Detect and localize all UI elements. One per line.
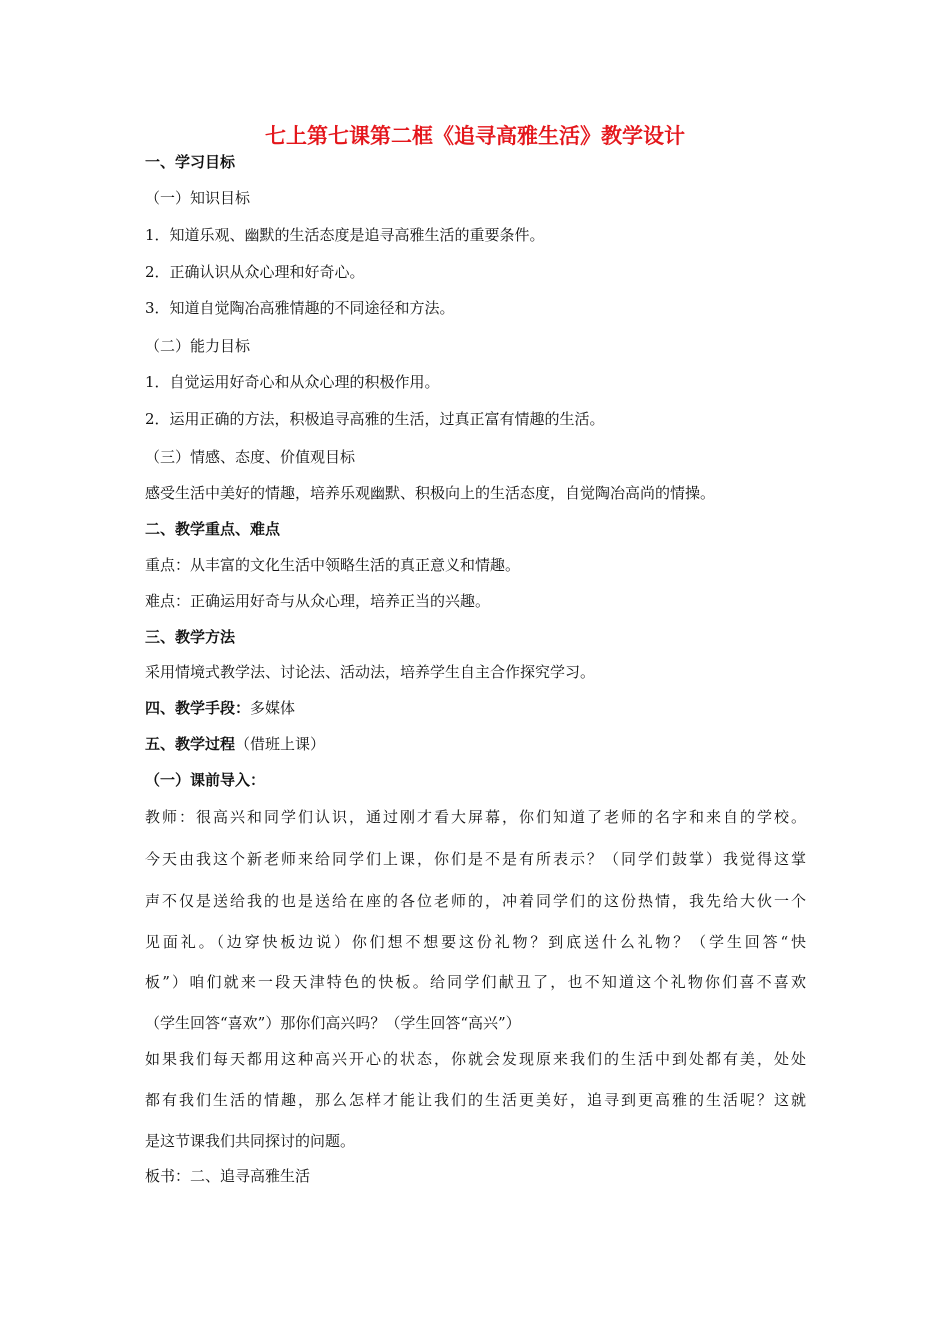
- subheading-knowledge: （一）知识目标: [145, 189, 251, 207]
- paragraph-line: 是这节课我们共同探讨的问题。: [145, 1132, 356, 1150]
- paragraph-line: 板”）咱们就来一段天津特色的快板。给同学们献丑了，也不知道这个礼物你们喜不喜欢: [145, 973, 806, 991]
- board-writing: 板书：二、追寻高雅生活: [145, 1167, 311, 1185]
- paragraph-line: 见面礼。（边穿快板边说）你们想不想要这份礼物？到底送什么礼物？（学生回答“快: [145, 933, 806, 951]
- ability-item-1: 1．自觉运用好奇心和从众心理的积极作用。: [145, 373, 440, 391]
- knowledge-item-1: 1．知道乐观、幽默的生活态度是追寻高雅生活的重要条件。: [145, 226, 545, 244]
- paragraph-line: 教师：很高兴和同学们认识，通过刚才看大屏幕，你们知道了老师的名字和来自的学校。: [145, 808, 806, 826]
- paragraph-line: （学生回答“喜欢”）那你们高兴吗？（学生回答“高兴”）: [145, 1014, 521, 1032]
- key-point: 重点：从丰富的文化生活中领略生活的真正意义和情趣。: [145, 556, 521, 574]
- process-note: （借班上课）: [235, 735, 326, 753]
- paragraph-line: 声不仅是送给我的也是送给在座的各位老师的，冲着同学们的这份热情，我先给大伙一个: [145, 892, 806, 910]
- means-value: 多媒体: [250, 699, 296, 717]
- section-means: [145, 697, 295, 719]
- section-process: [145, 733, 325, 755]
- paragraph-line: 今天由我这个新老师来给同学们上课，你们是不是有所表示？（同学们鼓掌）我觉得这掌: [145, 850, 806, 868]
- section-heading-process: 五、教学过程: [145, 735, 236, 753]
- subheading-emotion: （三）情感、态度、价值观目标: [145, 448, 356, 466]
- subheading-ability: （二）能力目标: [145, 337, 251, 355]
- method-text: 采用情境式教学法、讨论法、活动法，培养学生自主合作探究学习。: [145, 663, 596, 681]
- section-heading-means: 四、教学手段：: [145, 699, 251, 717]
- section-heading-objectives: 一、学习目标: [145, 153, 236, 171]
- paragraph-line: 都有我们生活的情趣，那么怎样才能让我们的生活更美好，追寻到更高雅的生活呢？这就: [145, 1091, 806, 1109]
- difficult-point: 难点：正确运用好奇与从众心理，培养正当的兴趣。: [145, 592, 491, 610]
- step-heading-intro: （一）课前导入：: [145, 771, 266, 789]
- paragraph-line: 如果我们每天都用这种高兴开心的状态，你就会发现原来我们的生活中到处都有美，处处: [145, 1050, 806, 1068]
- ability-item-2: 2．运用正确的方法，积极追寻高雅的生活，过真正富有情趣的生活。: [145, 410, 605, 428]
- knowledge-item-3: 3．知道自觉陶冶高雅情趣的不同途径和方法。: [145, 299, 455, 317]
- knowledge-item-2: 2．正确认识从众心理和好奇心。: [145, 263, 365, 281]
- section-heading-methods: 三、教学方法: [145, 628, 236, 646]
- emotion-item: 感受生活中美好的情趣，培养乐观幽默、积极向上的生活态度，自觉陶冶高尚的情操。: [145, 484, 716, 502]
- section-heading-key-points: 二、教学重点、难点: [145, 520, 281, 538]
- document-title: 七上第七课第二框《追寻高雅生活》教学设计: [265, 123, 685, 148]
